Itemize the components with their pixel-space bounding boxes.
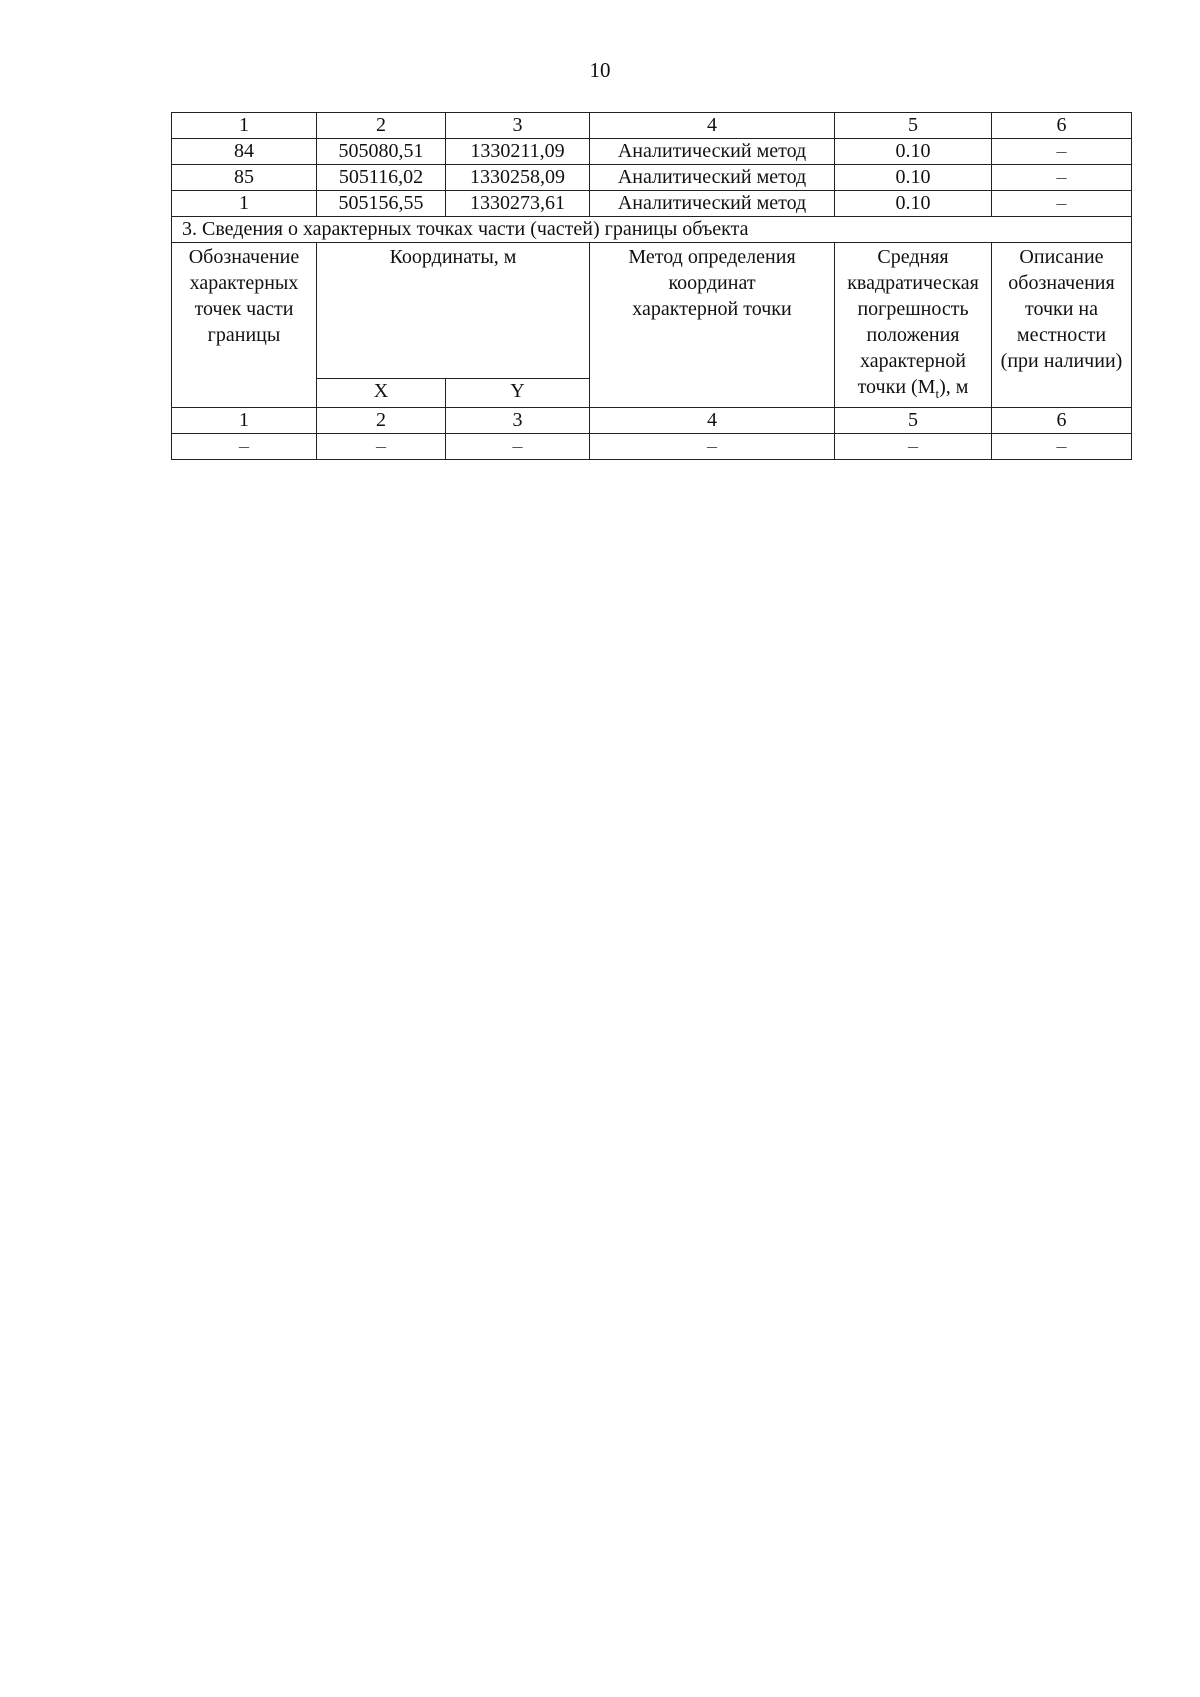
header-row	[172, 243, 1132, 379]
error-cell: 0.10	[835, 165, 992, 191]
empty-cell: –	[590, 434, 835, 460]
y-coordinate-cell: 1330258,09	[446, 165, 590, 191]
section-title-row	[172, 217, 1132, 243]
x-coordinate-cell: 505156,55	[317, 191, 446, 217]
error-header-unit: ), м	[939, 376, 969, 398]
error-header-text: Средняя квадратическая погрешность положения характерной точки (M	[847, 246, 979, 398]
error-cell: 0.10	[835, 191, 992, 217]
table-row	[172, 165, 1132, 191]
method-header: Метод определения координат характерной точки	[590, 243, 835, 408]
column-number-cell: 5	[835, 113, 992, 139]
column-number-cell: 6	[992, 113, 1132, 139]
table-row	[172, 191, 1132, 217]
empty-cell: –	[835, 434, 992, 460]
section-title: 3. Сведения о характерных точках части (частей) границы объекта	[172, 217, 1132, 243]
column-number-cell: 4	[590, 408, 835, 434]
point-number-cell: 85	[172, 165, 317, 191]
description-cell: –	[992, 191, 1132, 217]
table-row	[172, 434, 1132, 460]
empty-cell: –	[992, 434, 1132, 460]
column-number-cell: 1	[172, 113, 317, 139]
column-number-cell: 1	[172, 408, 317, 434]
designation-header: Обозначение характерных точек части границы	[172, 243, 317, 408]
point-number-cell: 1	[172, 191, 317, 217]
error-cell: 0.10	[835, 139, 992, 165]
characteristic-points-table	[171, 112, 1132, 460]
column-number-cell: 6	[992, 408, 1132, 434]
page-number: 10	[589, 58, 611, 82]
empty-cell: –	[172, 434, 317, 460]
column-number-cell: 4	[590, 113, 835, 139]
column-number-cell: 3	[446, 113, 590, 139]
method-cell: Аналитический метод	[590, 191, 835, 217]
description-cell: –	[992, 139, 1132, 165]
y-header: Y	[446, 378, 590, 407]
x-header: X	[317, 378, 446, 407]
column-number-cell: 2	[317, 113, 446, 139]
y-coordinate-cell: 1330211,09	[446, 139, 590, 165]
column-number-cell: 3	[446, 408, 590, 434]
column-number-row	[172, 408, 1132, 434]
empty-cell: –	[317, 434, 446, 460]
description-header: Описание обозначения точки на местности (при наличии)	[992, 243, 1132, 408]
x-coordinate-cell: 505116,02	[317, 165, 446, 191]
error-header-subscript: t	[935, 386, 940, 401]
empty-cell: –	[446, 434, 590, 460]
description-cell: –	[992, 165, 1132, 191]
coordinates-header: Координаты, м	[317, 243, 590, 379]
point-number-cell: 84	[172, 139, 317, 165]
x-coordinate-cell: 505080,51	[317, 139, 446, 165]
column-number-row	[172, 113, 1132, 139]
table-row	[172, 139, 1132, 165]
column-number-cell: 2	[317, 408, 446, 434]
error-header	[835, 243, 992, 408]
method-cell: Аналитический метод	[590, 165, 835, 191]
y-coordinate-cell: 1330273,61	[446, 191, 590, 217]
method-cell: Аналитический метод	[590, 139, 835, 165]
column-number-cell: 5	[835, 408, 992, 434]
